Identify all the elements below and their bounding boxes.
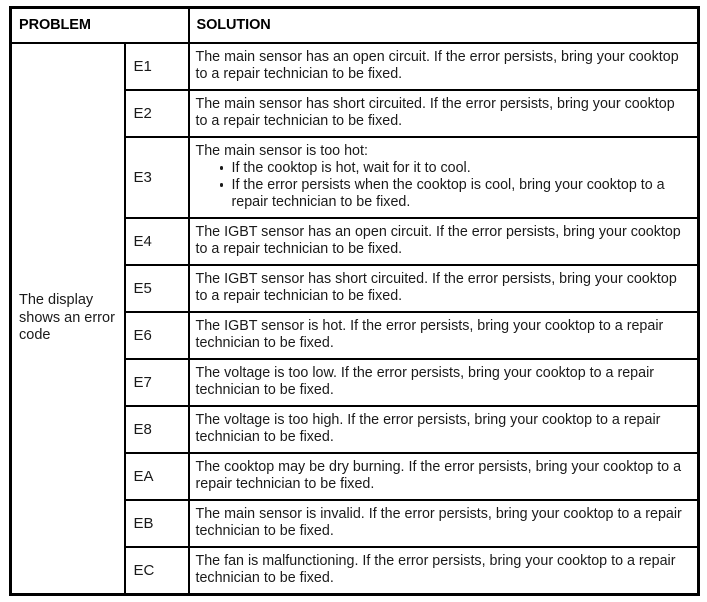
problem-cell: The display shows an error code [11,43,125,595]
error-code-cell: EB [125,500,189,547]
solution-cell: The voltage is too low. If the error persists, bring your cooktop to a repair technician to be fixed. [189,359,699,406]
solution-bullet-text: If the error persists when the cooktop is cool, bring your cooktop to a repair technician to be fixed. [231,177,665,210]
solution-bullet-item [220,177,691,211]
error-code-cell: E7 [125,359,189,406]
solution-cell: The main sensor has an open circuit. If the error persists, bring your cooktop to a repair technician to be fixed. [189,43,699,90]
error-code-cell: E5 [125,265,189,312]
solution-cell [189,137,699,218]
column-header-problem: PROBLEM [11,8,189,44]
solution-cell: The main sensor has short circuited. If the error persists, bring your cooktop to a repair technician to be fixed. [189,90,699,137]
error-code-cell: E4 [125,218,189,265]
solution-cell: The IGBT sensor is hot. If the error persists, bring your cooktop to a repair technician to be fixed. [189,312,699,359]
error-code-cell: E3 [125,137,189,218]
table-header-row [11,8,699,44]
solution-bullet-list [196,160,691,211]
bullet-point-icon [220,183,224,187]
solution-intro-text: The main sensor is too hot: [195,143,368,159]
error-code-cell: E6 [125,312,189,359]
error-code-cell: E2 [125,90,189,137]
solution-cell: The voltage is too high. If the error persists, bring your cooktop to a repair technician to be fixed. [189,406,699,453]
solution-cell: The IGBT sensor has an open circuit. If the error persists, bring your cooktop to a repair technician to be fixed. [189,218,699,265]
bullet-point-icon [220,166,224,170]
solution-bullet-item [220,160,691,177]
table-row [11,43,699,90]
table-header [11,8,699,44]
column-header-solution: SOLUTION [189,8,699,44]
error-code-cell: E1 [125,43,189,90]
solution-cell: The fan is malfunctioning. If the error persists, bring your cooktop to a repair technician to be fixed. [189,547,699,595]
troubleshooting-table [9,6,700,596]
error-code-cell: EC [125,547,189,595]
table-body [11,43,699,595]
solution-cell: The IGBT sensor has short circuited. If the error persists, bring your cooktop to a repair technician to be fixed. [189,265,699,312]
solution-cell: The main sensor is invalid. If the error persists, bring your cooktop to a repair technician to be fixed. [189,500,699,547]
error-code-cell: EA [125,453,189,500]
solution-bullet-text: If the cooktop is hot, wait for it to cool. [231,160,471,176]
error-code-cell: E8 [125,406,189,453]
solution-cell: The cooktop may be dry burning. If the error persists, bring your cooktop to a repair technician to be fixed. [189,453,699,500]
